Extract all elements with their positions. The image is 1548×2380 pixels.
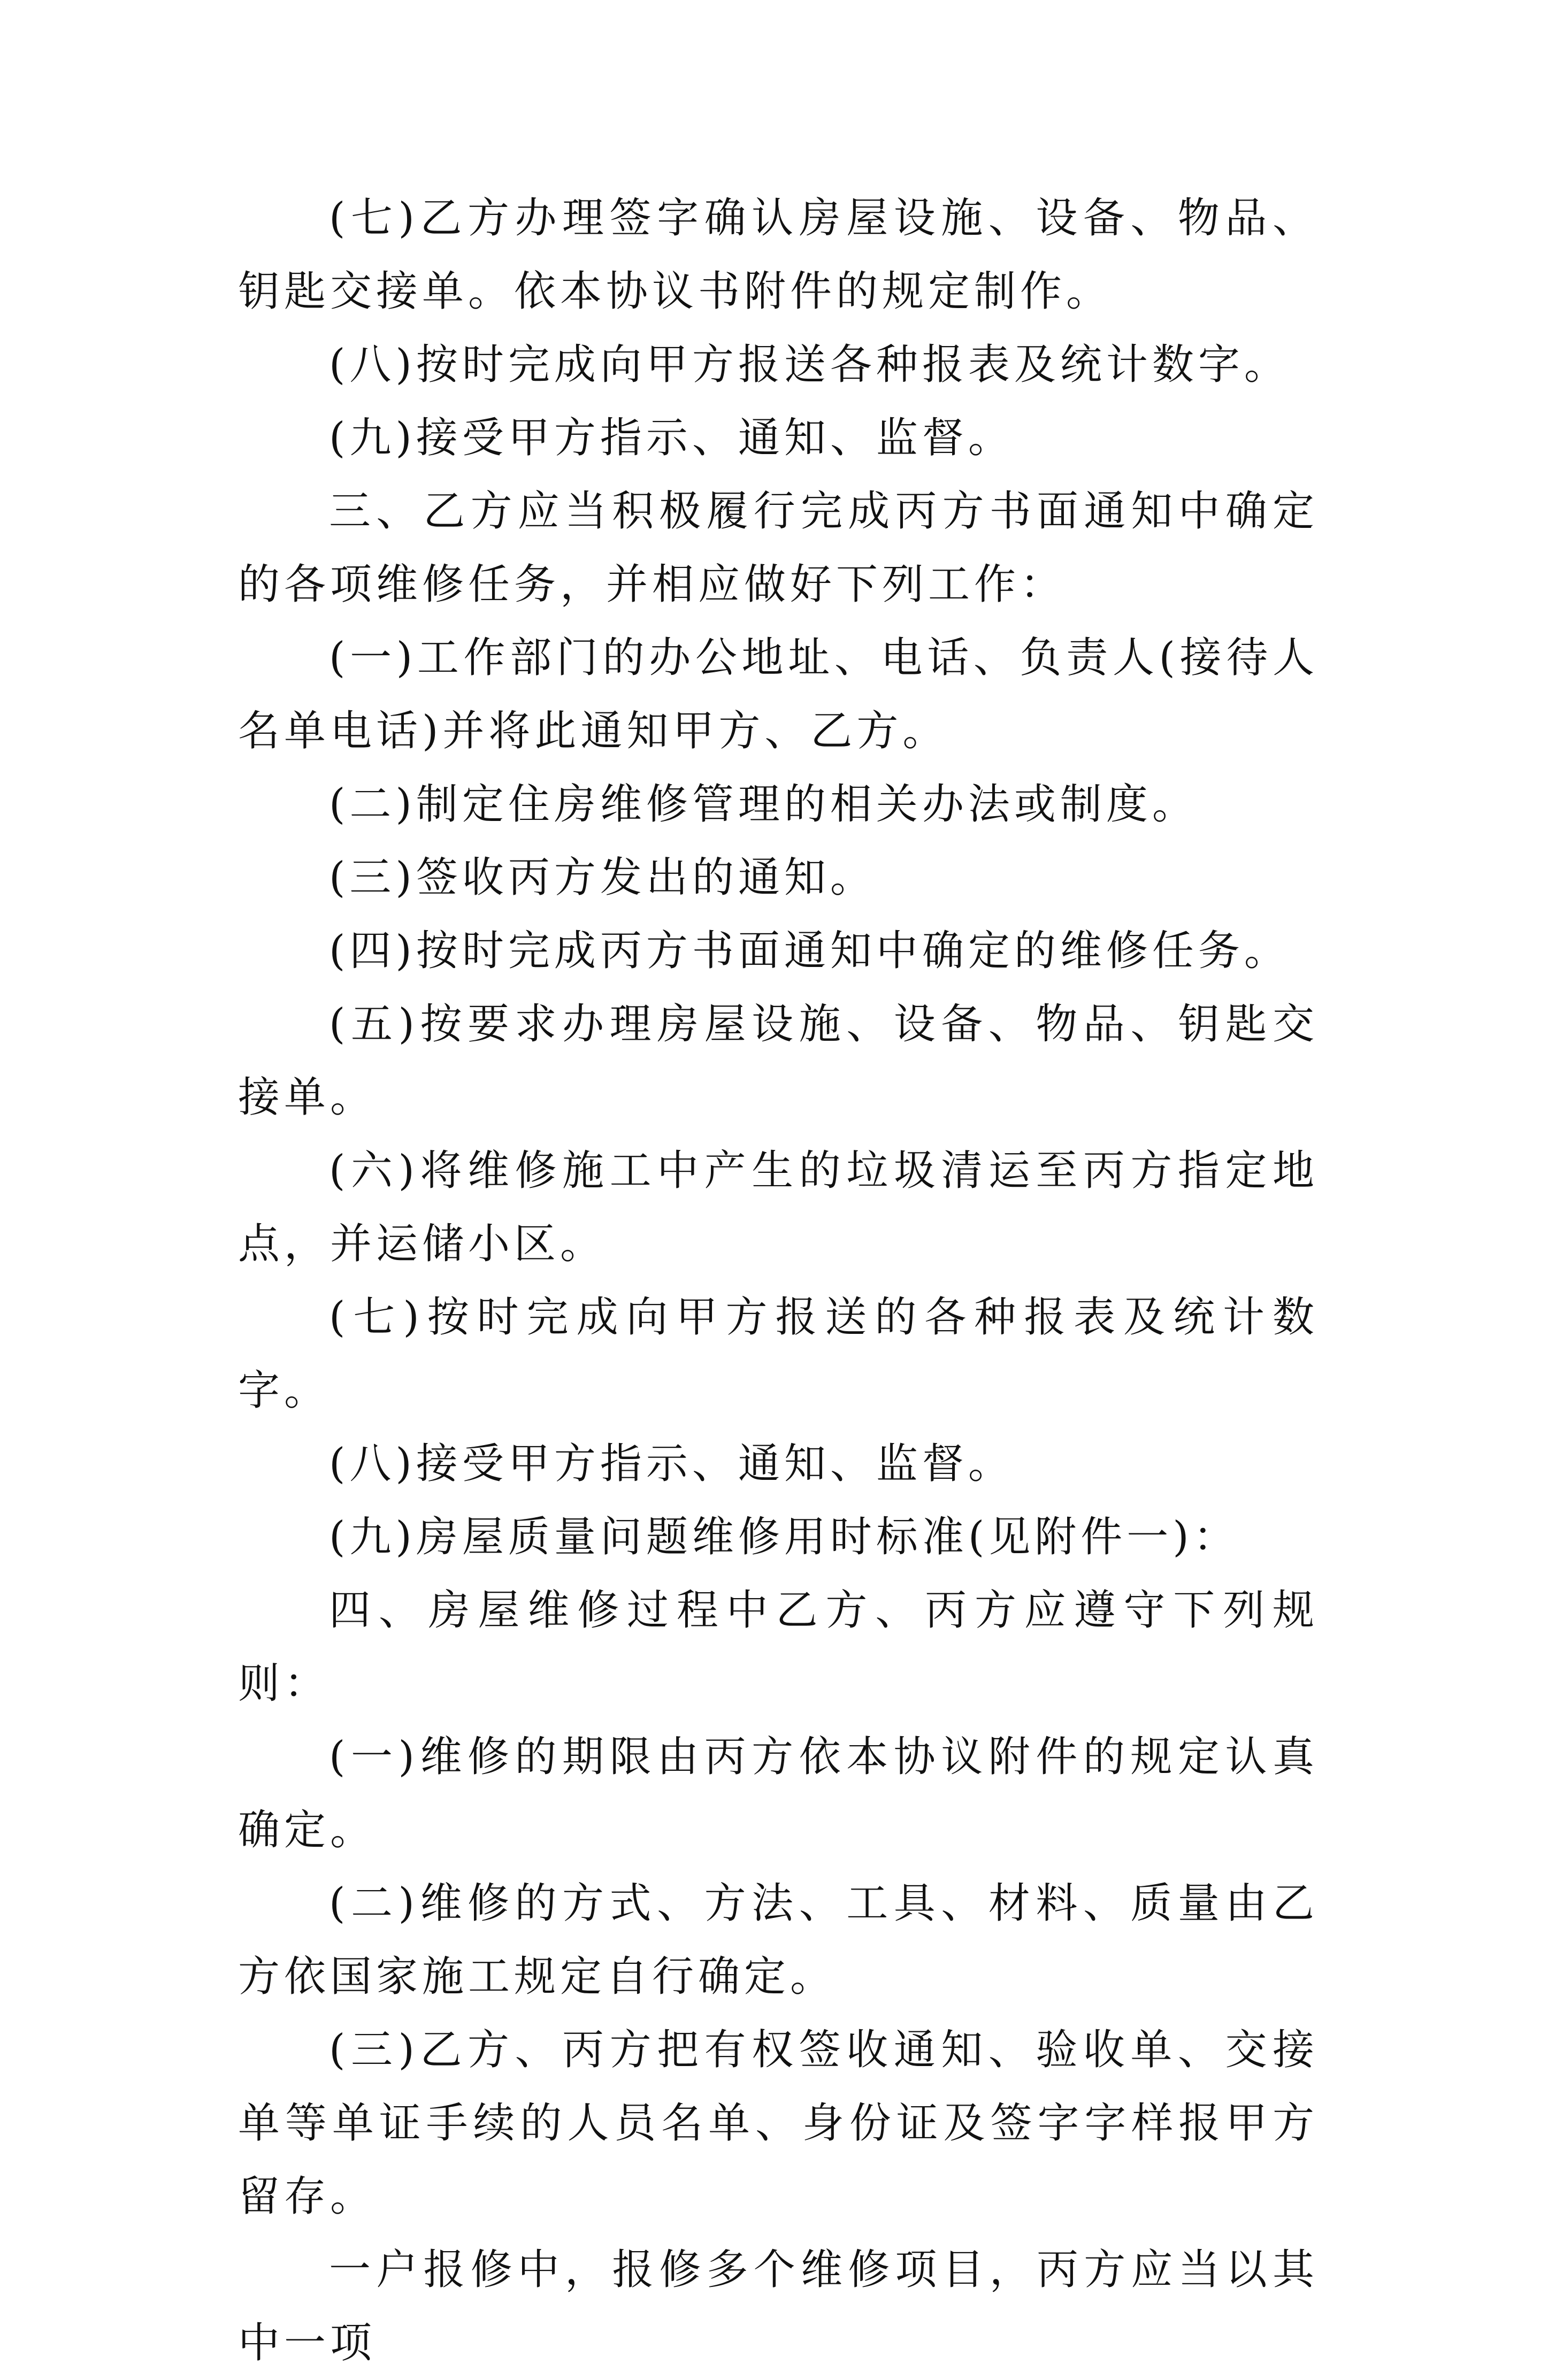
paragraph-16: (二)维修的方式、方法、工具、材料、质量由乙方依国家施工规定自行确定。 — [238, 1879, 1319, 2001]
document-body — [238, 182, 1319, 2380]
paragraph-14: 四、房屋维修过程中乙方、丙方应遵守下列规则： — [238, 1586, 1319, 1708]
paragraph-9: (五)按要求办理房屋设施、设备、物品、钥匙交接单。 — [238, 1000, 1319, 1122]
paragraph-17: (三)乙方、丙方把有权签收通知、验收单、交接单等单证手续的人员名单、身份证及签字字样报甲方留存。 — [238, 2026, 1319, 2221]
paragraph-11: (七)按时完成向甲方报送的各种报表及统计数字。 — [238, 1293, 1319, 1415]
paragraph-7: (三)签收丙方发出的通知。 — [329, 854, 876, 902]
paragraph-13: (九)房屋质量问题维修用时标准(见附件一)： — [329, 1513, 1239, 1561]
paragraph-15: (一)维修的期限由丙方依本协议附件的规定认真确定。 — [238, 1733, 1319, 1854]
paragraph-4: 三、乙方应当积极履行完成丙方书面通知中确定的各项维修任务，并相应做好下列工作： — [238, 487, 1319, 609]
paragraph-6: (二)制定住房维修管理的相关办法或制度。 — [329, 780, 1198, 828]
paragraph-3: (九)接受甲方指示、通知、监督。 — [329, 414, 1014, 462]
paragraph-2: (八)按时完成向甲方报送各种报表及统计数字。 — [329, 341, 1290, 389]
paragraph-1: (七)乙方办理签字确认房屋设施、设备、物品、钥匙交接单。依本协议书附件的规定制作。 — [238, 194, 1319, 316]
paragraph-8: (四)按时完成丙方书面通知中确定的维修任务。 — [329, 927, 1290, 975]
paragraph-18: 一户报修中，报修多个维修项目，丙方应当以其中一项 — [238, 2246, 1319, 2367]
paragraph-10: (六)将维修施工中产生的垃圾清运至丙方指定地点，并运储小区。 — [238, 1147, 1319, 1268]
paragraph-5: (一)工作部门的办公地址、电话、负责人(接待人名单电话)并将此通知甲方、乙方。 — [238, 634, 1319, 755]
paragraph-12: (八)接受甲方指示、通知、监督。 — [329, 1440, 1014, 1488]
